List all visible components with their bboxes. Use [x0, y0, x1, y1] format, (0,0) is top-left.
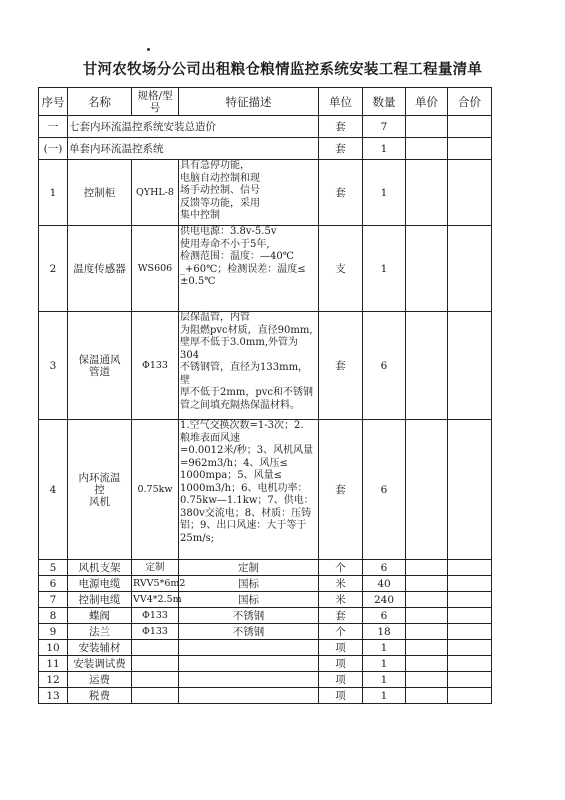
cell-model	[132, 640, 179, 656]
summary-row-single	[39, 138, 492, 160]
cell-name: 电源电缆	[68, 576, 132, 592]
cell-desc: 不锈钢	[179, 608, 319, 624]
cell-model: Φ133	[132, 608, 179, 624]
header-row	[39, 88, 492, 116]
cell-price	[406, 624, 448, 640]
cell-price	[406, 312, 448, 420]
cell-seq: 2	[39, 226, 68, 312]
cell-total	[448, 624, 492, 640]
cell-desc	[179, 672, 319, 688]
document-title: 甘河农牧场分公司出租粮仓粮情监控系统安装工程工程量清单	[82, 61, 483, 78]
cell-desc: 国标	[179, 576, 319, 592]
cell-qty: 40	[363, 576, 406, 592]
table-row	[39, 656, 492, 672]
cell-unit: 套	[319, 116, 363, 138]
table-row	[39, 560, 492, 576]
cell-unit: 套	[319, 138, 363, 160]
table-row	[39, 592, 492, 608]
table-row	[39, 576, 492, 592]
header-price: 单价	[406, 88, 448, 116]
quantity-table	[38, 87, 492, 704]
cell-seq: 5	[39, 560, 68, 576]
cell-qty: 6	[363, 420, 406, 560]
cell-model: Φ133	[132, 312, 179, 420]
cell-name: 风机支架	[68, 560, 132, 576]
table-row	[39, 672, 492, 688]
cell-name: 单套内环流温控系统	[68, 138, 319, 160]
table-row	[39, 160, 492, 226]
cell-desc: 不锈钢	[179, 624, 319, 640]
header-seq: 序号	[39, 88, 68, 116]
cell-qty: 240	[363, 592, 406, 608]
cell-total	[448, 576, 492, 592]
cell-total	[448, 560, 492, 576]
cell-qty: 1	[363, 688, 406, 704]
cell-price	[406, 560, 448, 576]
summary-row-total	[39, 116, 492, 138]
cell-qty: 7	[363, 116, 406, 138]
cell-name: 安装辅材	[68, 640, 132, 656]
cell-desc	[179, 656, 319, 672]
cell-unit: 米	[319, 576, 363, 592]
cell-name: 法兰	[68, 624, 132, 640]
table-row	[39, 420, 492, 560]
cell-unit: 米	[319, 592, 363, 608]
item-rows	[39, 160, 492, 704]
cell-seq: 12	[39, 672, 68, 688]
cell-model: Φ133	[132, 624, 179, 640]
cell-unit: 支	[319, 226, 363, 312]
cell-seq: 11	[39, 656, 68, 672]
header-unit: 单位	[319, 88, 363, 116]
cell-total	[448, 138, 492, 160]
cell-qty: 1	[363, 656, 406, 672]
cell-seq: 9	[39, 624, 68, 640]
cell-unit: 项	[319, 688, 363, 704]
cell-total	[448, 672, 492, 688]
cell-seq: 1	[39, 160, 68, 226]
cell-price	[406, 672, 448, 688]
cell-unit: 套	[319, 608, 363, 624]
cell-desc	[179, 688, 319, 704]
cell-qty: 6	[363, 608, 406, 624]
cell-seq: 6	[39, 576, 68, 592]
cell-qty: 18	[363, 624, 406, 640]
cell-price	[406, 138, 448, 160]
cell-qty: 1	[363, 160, 406, 226]
cell-unit: 项	[319, 640, 363, 656]
cell-name: 蝶阀	[68, 608, 132, 624]
cell-total	[448, 640, 492, 656]
header-name: 名称	[68, 88, 132, 116]
header-model: 规格/型号	[132, 88, 179, 116]
cell-price	[406, 576, 448, 592]
cell-seq: 一	[39, 116, 68, 138]
cell-model	[132, 688, 179, 704]
cell-total	[448, 592, 492, 608]
cell-total	[448, 688, 492, 704]
table-row	[39, 608, 492, 624]
cell-seq: 10	[39, 640, 68, 656]
cell-seq: (一)	[39, 138, 68, 160]
cell-desc	[179, 640, 319, 656]
cell-price	[406, 688, 448, 704]
cell-unit: 个	[319, 560, 363, 576]
cell-model: QYHL-8	[132, 160, 179, 226]
cell-model: VV4*2.5m	[132, 592, 179, 608]
cell-price	[406, 640, 448, 656]
cell-seq: 3	[39, 312, 68, 420]
cell-model: 0.75kw	[132, 420, 179, 560]
cell-name: 运费	[68, 672, 132, 688]
cell-name: 控制电缆	[68, 592, 132, 608]
cell-name: 温度传感器	[68, 226, 132, 312]
cell-name: 内环流温 控 风机	[68, 420, 132, 560]
cell-unit: 项	[319, 672, 363, 688]
cell-price	[406, 116, 448, 138]
cell-qty: 1	[363, 672, 406, 688]
cell-name: 安装调试费	[68, 656, 132, 672]
cell-unit: 个	[319, 624, 363, 640]
table-row	[39, 312, 492, 420]
cell-model	[132, 656, 179, 672]
cell-desc: 供电电源：3.8v-5.5v 使用寿命不小于5年, 检测范围：温度：—40℃ _+60℃；检测误差：温度≤ ±0.5℃	[179, 226, 319, 312]
cell-qty: 1	[363, 640, 406, 656]
cell-price	[406, 608, 448, 624]
cell-unit: 套	[319, 312, 363, 420]
cell-price	[406, 656, 448, 672]
cell-desc: 定制	[179, 560, 319, 576]
cell-name: 税费	[68, 688, 132, 704]
table-row	[39, 226, 492, 312]
cell-unit: 套	[319, 160, 363, 226]
cell-model: 定制	[132, 560, 179, 576]
table-row	[39, 640, 492, 656]
cell-qty: 6	[363, 560, 406, 576]
scan-dot	[147, 48, 150, 51]
cell-name: 保温通风 管道	[68, 312, 132, 420]
header-desc: 特征描述	[179, 88, 319, 116]
cell-model: RVV5*6m2	[132, 576, 179, 592]
cell-price	[406, 592, 448, 608]
cell-desc: 国标	[179, 592, 319, 608]
cell-model	[132, 672, 179, 688]
cell-name: 控制柜	[68, 160, 132, 226]
table-row	[39, 624, 492, 640]
cell-price	[406, 160, 448, 226]
cell-seq: 13	[39, 688, 68, 704]
cell-qty: 6	[363, 312, 406, 420]
cell-seq: 4	[39, 420, 68, 560]
cell-qty: 1	[363, 226, 406, 312]
cell-desc: 层保温管，内管 为阻燃pvc材质，直径90mm, 壁厚不低于3.0mm,外管为304 不锈钢管，直径为133mm，壁 厚不低于2mm，pvc和不锈钢 管之间填充隔热保温材料。	[179, 312, 319, 420]
cell-price	[406, 226, 448, 312]
cell-desc: 具有急停功能， 电脑自动控制和现 场手动控制、信号 反馈等功能，采用 集中控制	[179, 160, 319, 226]
header-qty: 数量	[363, 88, 406, 116]
cell-total	[448, 312, 492, 420]
cell-total	[448, 608, 492, 624]
cell-total	[448, 160, 492, 226]
cell-total	[448, 116, 492, 138]
cell-seq: 8	[39, 608, 68, 624]
cell-desc: 1.空气交换次数=1-3次；2. 粮堆表面风速 =0.0012米/秒；3、风机风量 =962m3/h；4、风压≤ 1000mpa；5、风量≤ 1000m3/h；6、电机功率： 0.75kw—1.1kw；7、供电： 380v交流电；8、材质：压铸 铝；9、出口风速：大于等于 25m/s;	[179, 420, 319, 560]
cell-price	[406, 420, 448, 560]
cell-model: WS606	[132, 226, 179, 312]
cell-unit: 项	[319, 656, 363, 672]
cell-name: 七套内环流温控系统安装总造价	[68, 116, 319, 138]
cell-total	[448, 420, 492, 560]
cell-total	[448, 226, 492, 312]
cell-seq: 7	[39, 592, 68, 608]
cell-unit: 套	[319, 420, 363, 560]
cell-total	[448, 656, 492, 672]
cell-qty: 1	[363, 138, 406, 160]
table-row	[39, 688, 492, 704]
header-total: 合价	[448, 88, 492, 116]
